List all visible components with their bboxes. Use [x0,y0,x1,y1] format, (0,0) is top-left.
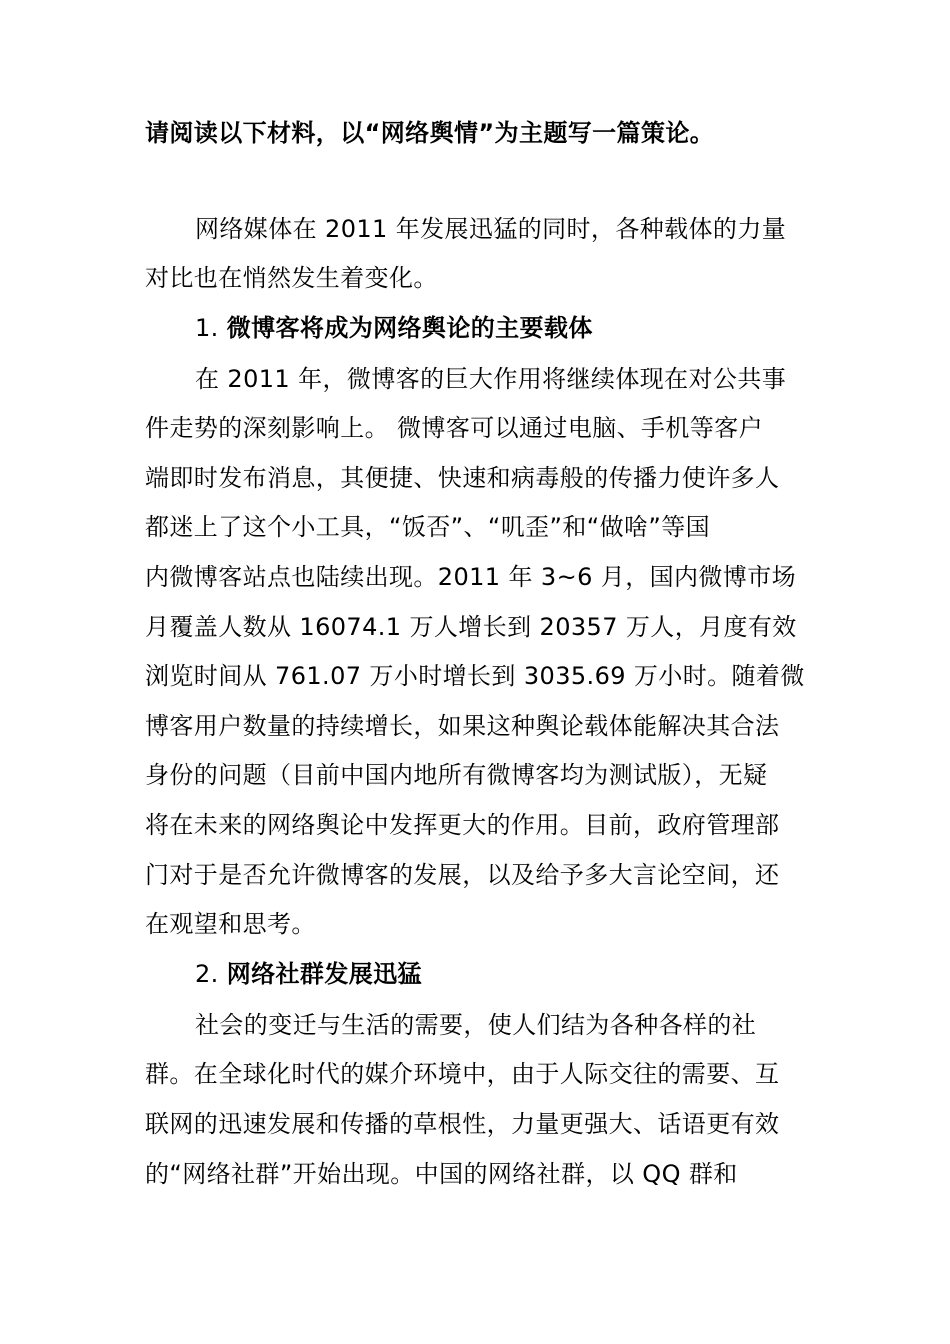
paragraph-line: 内微博客站点也陆续出现。2011 年 3~6 月，国内微博市场 [145,563,797,591]
section-title: 网络社群发展迅猛 [226,960,422,988]
paragraph-line: 对比也在悄然发生着变化。 [145,264,438,292]
section-heading [195,313,593,343]
paragraph-line: 的“网络社群”开始出现。中国的网络社群，以 QQ 群和 [145,1160,738,1188]
paragraph-line: 网络媒体在 2011 年发展迅猛的同时，各种载体的力量 [195,215,787,243]
paragraph-line: 博客用户数量的持续增长，如果这种舆论载体能解决其合法 [145,712,780,740]
paragraph-line: 社会的变迁与生活的需要，使人们结为各种各样的社 [195,1011,757,1039]
paragraph-line: 浏览时间从 761.07 万小时增长到 3035.69 万小时。随着微 [145,662,805,690]
paragraph-line: 在 2011 年，微博客的巨大作用将继续体现在对公共事 [195,365,787,393]
paragraph-line: 月覆盖人数从 16074.1 万人增长到 20357 万人，月度有效 [145,613,797,641]
paragraph-line: 身份的问题（目前中国内地所有微博客均为测试版），无疑 [145,761,768,789]
paragraph-line: 群。在全球化时代的媒介环境中，由于人际交往的需要、互 [145,1060,780,1088]
section-title: 微博客将成为网络舆论的主要载体 [226,314,593,342]
paragraph-line: 端即时发布消息，其便捷、快速和病毒般的传播力使许多人 [145,464,780,492]
section-heading [195,959,422,989]
section-number: 2. [195,960,219,988]
paragraph-line: 联网的迅速发展和传播的草根性，力量更强大、话语更有效 [145,1110,780,1138]
paragraph-line: 都迷上了这个小工具，“饭否”、“叽歪”和“做啥”等国 [145,513,710,541]
prompt-heading: 请阅读以下材料，以“网络舆情”为主题写一篇策论。 [145,119,715,147]
paragraph-line: 件走势的深刻影响上。 微博客可以通过电脑、手机等客户 [145,414,764,442]
paragraph-line: 将在未来的网络舆论中发挥更大的作用。目前，政府管理部 [145,811,780,839]
section-number: 1. [195,314,219,342]
paragraph-line: 在观望和思考。 [145,910,316,938]
paragraph-line: 门对于是否允许微博客的发展，以及给予多大言论空间，还 [145,861,780,889]
